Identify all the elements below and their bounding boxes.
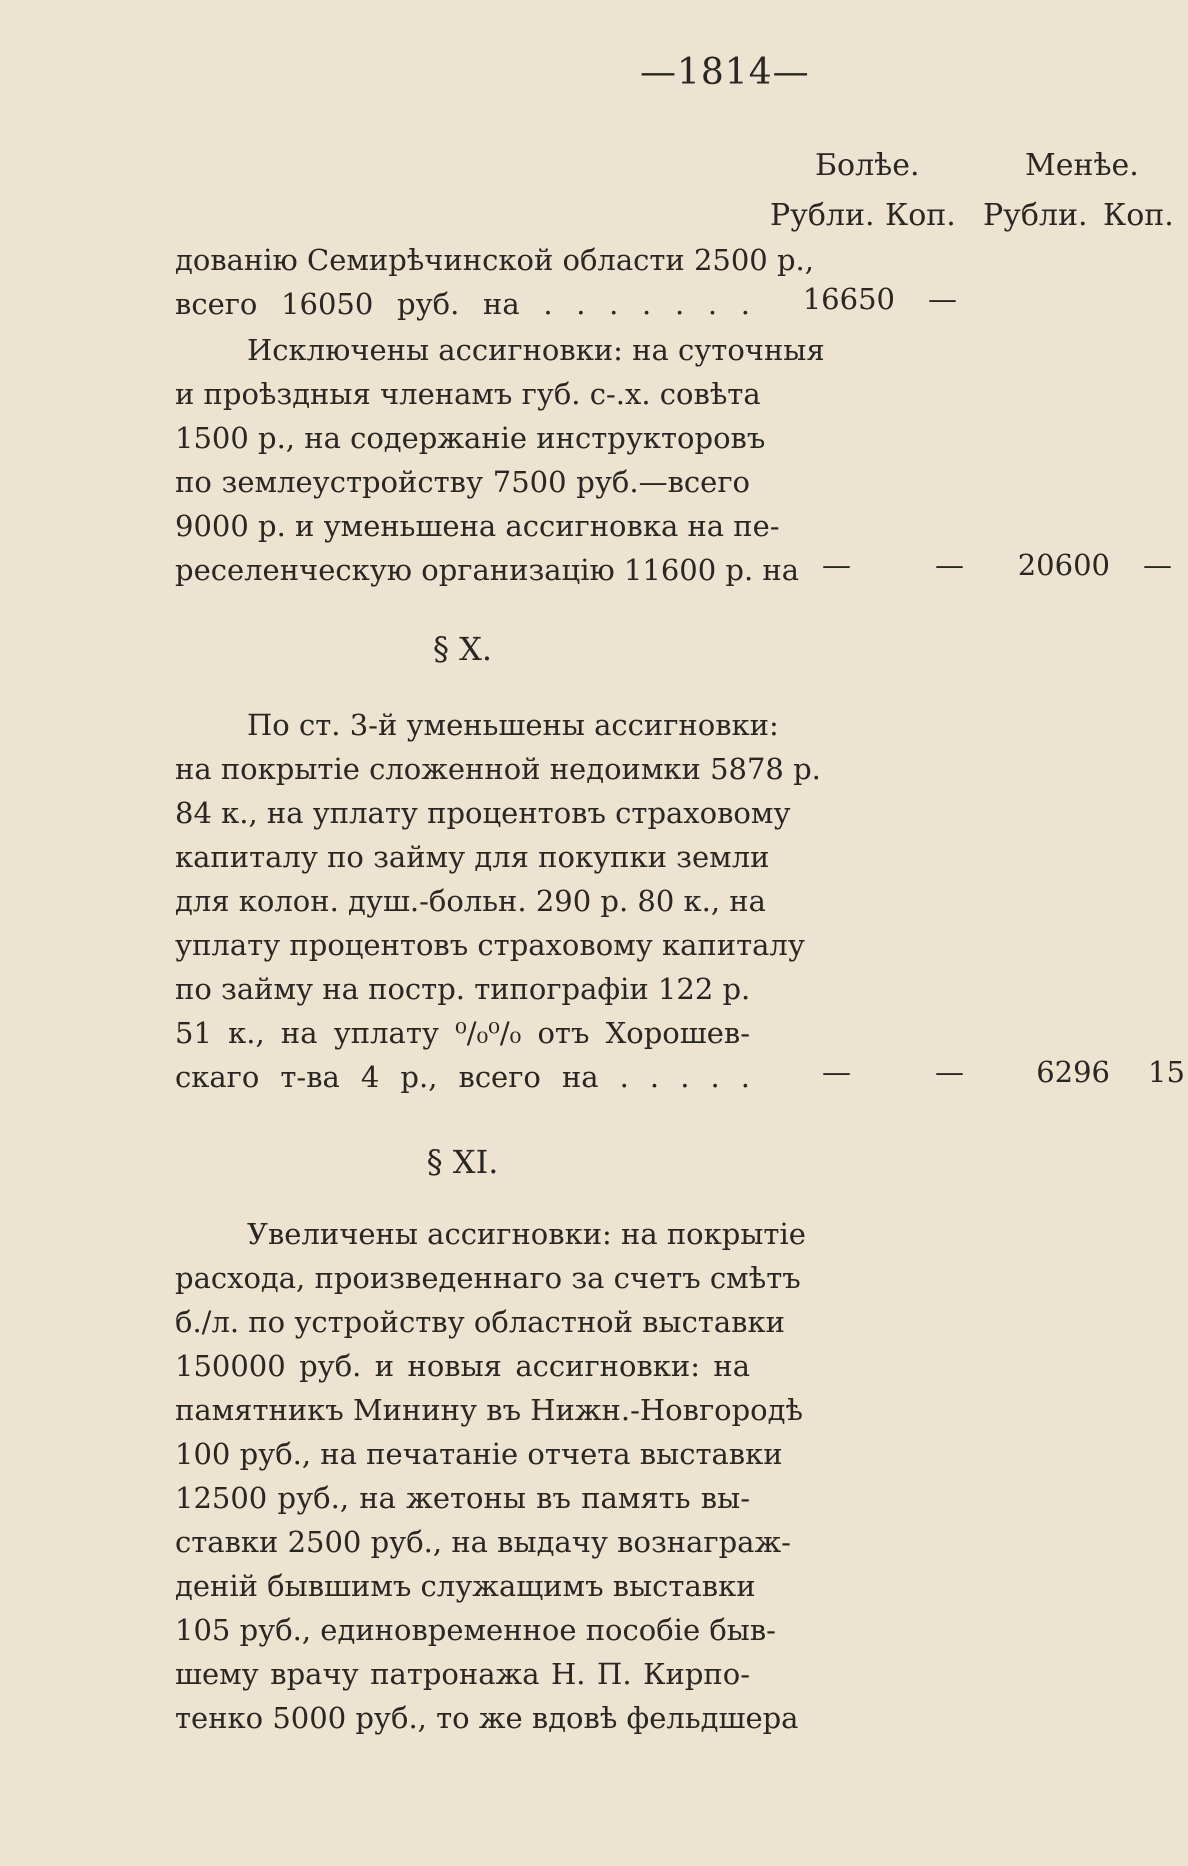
text-line: ставки 2500 руб., на выдачу вознаграж- [175, 1525, 791, 1559]
section-heading-xi: § XI. [426, 1143, 499, 1181]
text-line: 12500 руб., на жетоны въ память вы- [175, 1481, 750, 1515]
text-line: Увеличены ассигновки: на покрытіе [247, 1217, 806, 1251]
text-line: капиталу по займу для покупки земли [175, 840, 770, 874]
text-line: дованію Семирѣчинской области 2500 р., [175, 243, 814, 277]
text-line: 51 к., на уплату ⁰/₀⁰/₀ отъ Хорошев- [175, 1016, 750, 1050]
value-less-kop: 15 [1148, 1055, 1185, 1089]
text-line: деній бывшимъ служащимъ выставки [175, 1569, 756, 1603]
value-more-kop: — [928, 282, 957, 316]
text-line: По ст. 3-й уменьшены ассигновки: [247, 708, 779, 742]
text-line: и проѣздныя членамъ губ. с-.х. совѣта [175, 377, 761, 411]
text-line: 150000 руб. и новыя ассигновки: на [175, 1349, 750, 1383]
text-line: всего 16050 руб. на . . . . . . . [175, 287, 750, 321]
text-line: памятникъ Минину въ Нижн.-Новгородѣ [175, 1393, 803, 1427]
value-less-rub: 6296 [1036, 1055, 1110, 1089]
text-line: 9000 р. и уменьшена ассигновка на пе- [175, 509, 780, 543]
text-line: по займу на постр. типографіи 122 р. [175, 972, 751, 1006]
value-more-rub: — [822, 1055, 851, 1089]
text-line: 105 руб., единовременное пособіе быв- [175, 1613, 776, 1647]
section-heading-x: § X. [432, 630, 493, 668]
header-more-rub: Рубли. [770, 198, 875, 233]
text-line: 1500 р., на содержаніе инструкторовъ [175, 421, 766, 455]
text-line: б./л. по устройству областной выставки [175, 1305, 785, 1339]
header-less-kop: Коп. [1103, 198, 1174, 233]
text-line: на покрытіе сложенной недоимки 5878 р. [175, 752, 821, 786]
value-more-rub: — [822, 548, 851, 582]
text-line: скаго т-ва 4 р., всего на . . . . . [175, 1060, 750, 1094]
text-line: 100 руб., на печатаніе отчета выставки [175, 1437, 783, 1471]
header-more-kop: Коп. [885, 198, 956, 233]
page-number: —1814— [640, 52, 810, 93]
header-more: Болѣе. [815, 148, 920, 183]
text-line: расхода, произведеннаго за счетъ смѣтъ [175, 1261, 801, 1295]
text-line: реселенческую организацію 11600 р. на [175, 553, 800, 587]
text-line: по землеустройству 7500 руб.—всего [175, 465, 750, 499]
value-less-rub: 20600 [1017, 548, 1110, 582]
text-line: шему врачу патронажа Н. П. Кирпо- [175, 1657, 750, 1691]
value-more-kop: — [935, 548, 964, 582]
text-line: для колон. душ.-больн. 290 р. 80 к., на [175, 884, 766, 918]
value-more-kop: — [935, 1055, 964, 1089]
header-less-rub: Рубли. [983, 198, 1088, 233]
text-line: уплату процентовъ страховому капиталу [175, 928, 805, 962]
header-less: Менѣе. [1025, 148, 1139, 183]
value-more-rub: 16650 [802, 282, 895, 316]
text-line: Исключены ассигновки: на суточныя [247, 333, 825, 367]
value-less-kop: — [1143, 548, 1172, 582]
text-line: 84 к., на уплату процентовъ страховому [175, 796, 791, 830]
text-line: тенко 5000 руб., то же вдовѣ фельдшера [175, 1701, 799, 1735]
